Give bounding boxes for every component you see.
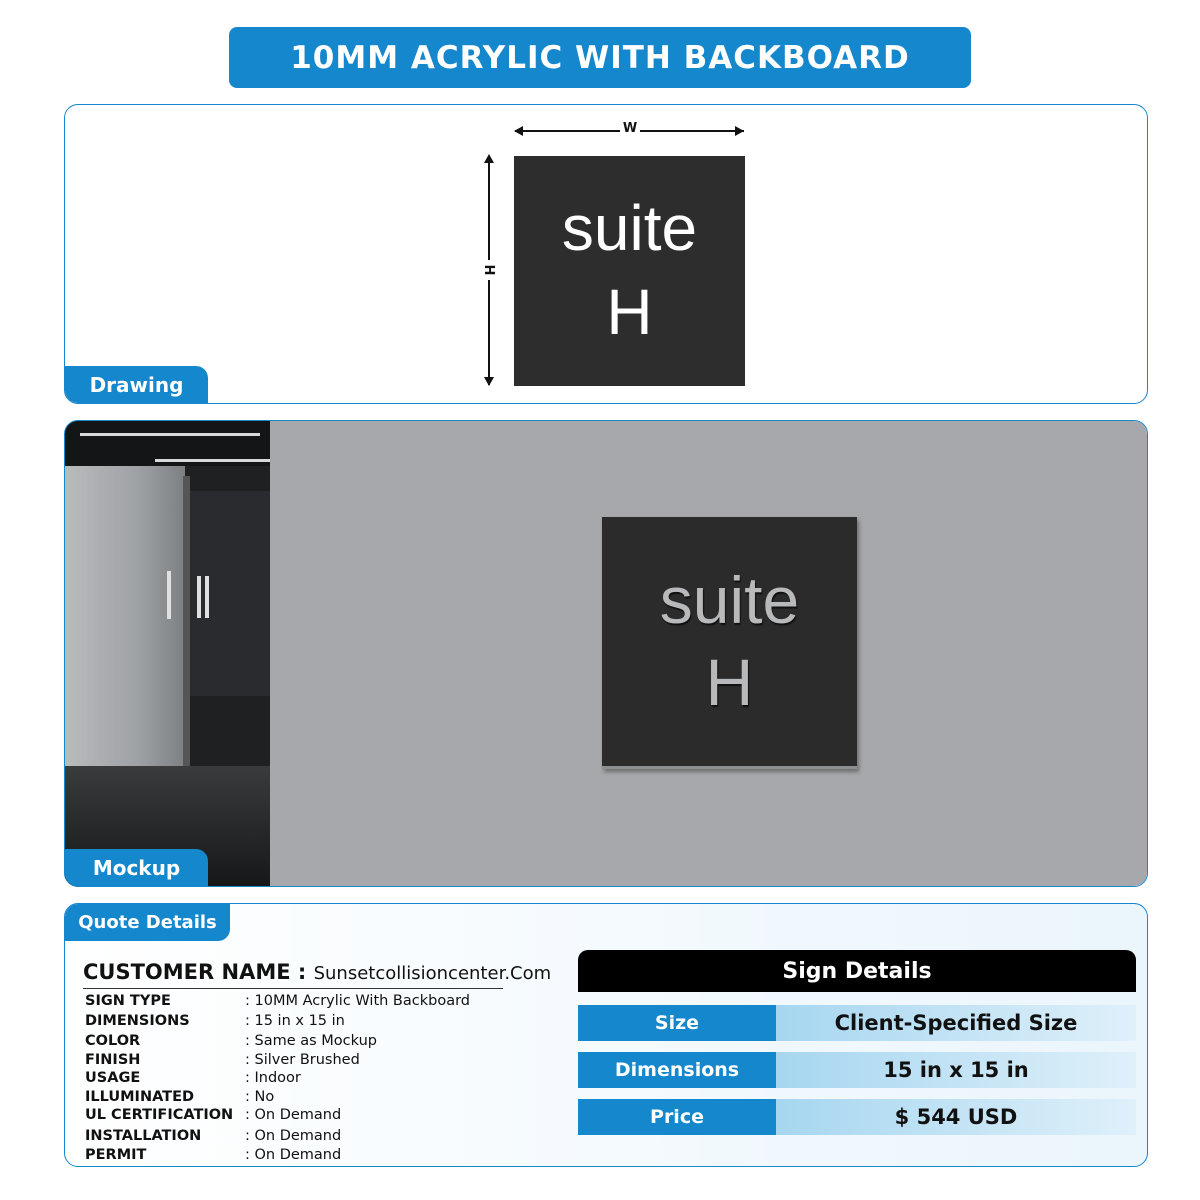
spec-key: INSTALLATION — [85, 1128, 202, 1144]
spec-key: SIGN TYPE — [85, 993, 171, 1009]
customer-name-value: Sunsetcollisioncenter.Com — [313, 963, 552, 984]
spec-value: On Demand — [254, 1128, 342, 1144]
spec-value: 10MM Acrylic With Backboard — [254, 993, 471, 1009]
interior — [190, 491, 270, 696]
sign-details-header: Sign Details — [578, 950, 1136, 992]
page-title: 10MM ACRYLIC WITH BACKBOARD — [229, 27, 971, 88]
sign-details-value: $ 544 USD — [776, 1099, 1136, 1135]
sign-details-key: Dimensions — [578, 1052, 776, 1088]
customer-name-label: CUSTOMER NAME — [83, 960, 291, 984]
spec-value: No — [254, 1089, 275, 1105]
spec-row: USAGE : Indoor — [85, 1070, 301, 1086]
sign-drawing-line1: suite — [561, 192, 698, 264]
arrow-left-icon — [514, 126, 523, 136]
arrow-down-icon — [484, 377, 494, 386]
arrow-right-icon — [735, 126, 744, 136]
sign-details-row — [578, 1052, 1136, 1088]
sign-mockup — [602, 517, 857, 769]
customer-name — [83, 960, 551, 984]
spec-row: ILLUMINATED : No — [85, 1089, 275, 1105]
door-frame — [183, 476, 190, 766]
sign-details-key: Size — [578, 1005, 776, 1041]
spec-key: PERMIT — [85, 1147, 147, 1163]
quote-panel — [64, 903, 1148, 1167]
spec-key: UL CERTIFICATION — [85, 1107, 234, 1123]
sign-drawing-line2: H — [606, 276, 653, 348]
spec-row: INSTALLATION : On Demand — [85, 1128, 342, 1144]
quote-tab-label: Quote Details — [65, 904, 230, 941]
arrow-up-icon — [484, 154, 494, 163]
mockup-panel — [64, 420, 1148, 887]
spec-key: COLOR — [85, 1033, 141, 1049]
ceiling-light — [80, 433, 260, 436]
height-label: H — [479, 260, 499, 280]
width-label: W — [620, 121, 640, 139]
spec-row: SIGN TYPE : 10MM Acrylic With Backboard — [85, 993, 471, 1009]
customer-separator: : — [290, 960, 314, 984]
sign-details-key: Price — [578, 1099, 776, 1135]
spec-row: DIMENSIONS : 15 in x 15 in — [85, 1013, 345, 1029]
office-background-image — [65, 421, 270, 886]
ceiling-light — [155, 459, 270, 462]
spec-value: 15 in x 15 in — [254, 1013, 345, 1029]
spec-key: FINISH — [85, 1052, 141, 1068]
spec-value: Same as Mockup — [254, 1033, 377, 1049]
spec-row: FINISH : Silver Brushed — [85, 1052, 360, 1068]
sign-details-value: 15 in x 15 in — [776, 1052, 1136, 1088]
door-handle-icon — [197, 576, 201, 618]
spec-value: Indoor — [254, 1070, 301, 1086]
spec-value: On Demand — [254, 1107, 342, 1123]
divider — [83, 988, 503, 989]
sign-mockup-line1: suite — [659, 563, 800, 637]
spec-key: ILLUMINATED — [85, 1089, 195, 1105]
mockup-tab-label: Mockup — [65, 849, 208, 886]
drawing-tab-label: Drawing — [65, 366, 208, 403]
spec-key: USAGE — [85, 1070, 141, 1086]
door-handle-icon — [205, 576, 209, 618]
sign-drawing — [514, 156, 745, 386]
sign-details-row — [578, 1099, 1136, 1135]
spec-row: COLOR : Same as Mockup — [85, 1033, 377, 1049]
spec-value: Silver Brushed — [254, 1052, 360, 1068]
spec-row: PERMIT : On Demand — [85, 1147, 342, 1163]
sign-details-value: Client-Specified Size — [776, 1005, 1136, 1041]
spec-key: DIMENSIONS — [85, 1013, 190, 1029]
spec-value: On Demand — [254, 1147, 342, 1163]
spec-row: UL CERTIFICATION : On Demand — [85, 1107, 342, 1123]
sign-mockup-line2: H — [705, 645, 754, 719]
sign-details-row — [578, 1005, 1136, 1041]
door-handle-icon — [167, 571, 171, 619]
